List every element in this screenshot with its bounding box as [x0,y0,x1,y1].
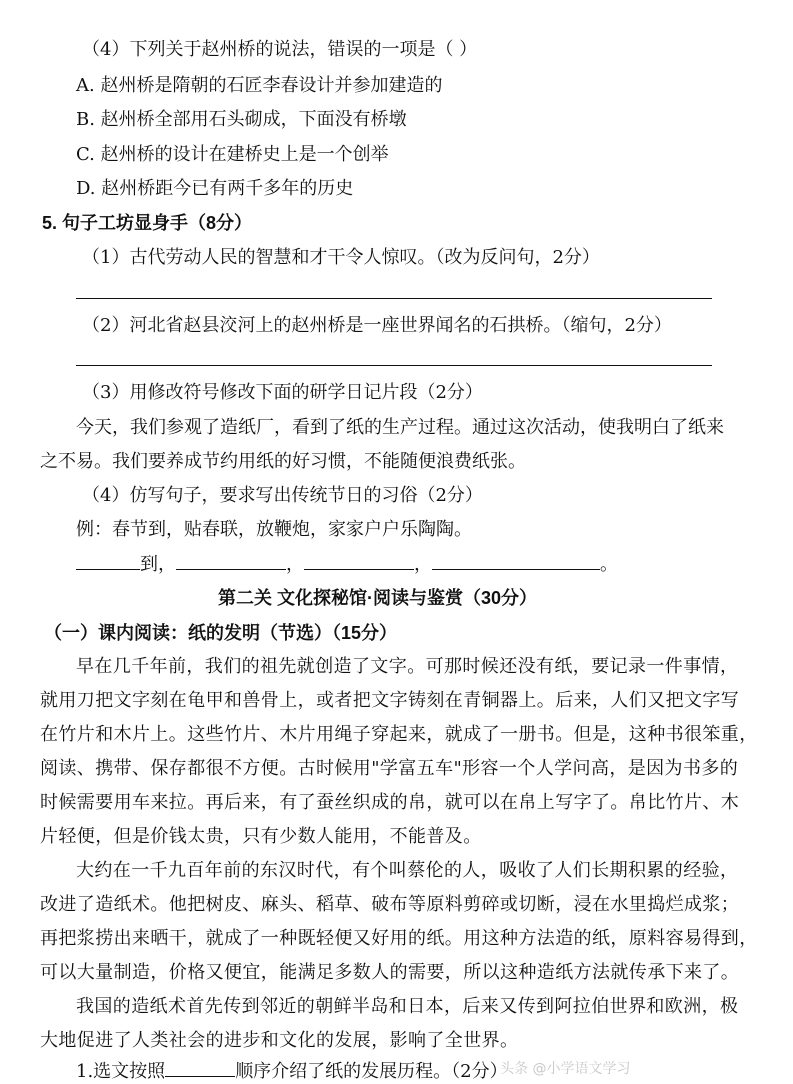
passage-line: 大约在一千九百年前的东汉时代，有个叫蔡伦的人，吸收了人们长期积累的经验， [76,860,739,881]
answer-line-2[interactable] [76,365,712,366]
fill-comma-2: ， [414,554,432,575]
reading-q1 [76,1058,508,1084]
passage-line: 再把浆捞出来晒干，就成了一种既轻便又好用的纸。用这种方法造的纸，原料容易得到， [40,928,758,949]
passage-line: 早在几千年前，我们的祖先就创造了文字。可那时候还没有纸，要记录一件事情， [76,656,739,677]
fill-end: 。 [600,554,618,575]
q5-title: 5. 句子工坊显身手（8分） [42,213,253,233]
blank-custom-2[interactable] [304,551,414,570]
answer-line-1[interactable] [76,298,712,299]
q4-option-b: B. 赵州桥全部用石头砌成，下面没有桥墩 [76,109,407,130]
reading-q1-prefix: 1.选文按照 [76,1061,166,1082]
q4-stem: （4）下列关于赵州桥的说法，错误的一项是（ ） [82,39,478,60]
passage-line: 在竹片和木片上。这些竹片、木片用绳子穿起来，就成了一册书。但是，这种书很笨重， [40,724,758,745]
passage-line: 大地促进了人类社会的进步和文化的发展，影响了全世界。 [40,1030,519,1051]
passage-line: 可以大量制造，价格又便宜，能满足多数人的需要，所以这种造纸方法就传承下来了。 [40,962,740,983]
passage-line: 阅读、携带、保存都很不方便。古时候用"学富五车"形容一个人学问高，是因为书多的 [40,758,739,779]
watermark: 头条 @小学语文学习 [500,1061,631,1077]
reading-q1-suffix: 顺序介绍了纸的发展历程。（2分） [235,1061,508,1082]
passage-line: 我国的造纸术首先传到邻近的朝鲜半岛和日本，后来又传到阿拉伯世界和欧洲，极 [76,996,739,1017]
imitation-fill-row [76,551,618,577]
passage-line: 改进了造纸术。他把树皮、麻头、稻草、破布等原料剪碎或切断，浸在水里捣烂成浆； [40,894,740,915]
blank-festival[interactable] [76,551,140,570]
diary-line-2: 之不易。我们要养成节约用纸的好习惯，不能随便浪费纸张。 [40,451,526,472]
fill-comma-1: ， [286,554,304,575]
blank-order[interactable] [165,1058,235,1077]
q4-option-c: C. 赵州桥的设计在建桥史上是一个创举 [76,144,389,165]
passage-line: 时候需要用车来拉。再后来，有了蚕丝织成的帛，就可以在帛上写字了。帛比竹片、木 [40,792,740,813]
diary-line-1: 今天，我们参观了造纸厂，看到了纸的生产过程。通过这次活动，使我明白了纸来 [76,417,724,438]
q5-item3: （3）用修改符号修改下面的研学日记片段（2分） [82,382,483,403]
fill-dao-text: 到， [140,554,176,575]
blank-custom-1[interactable] [176,551,286,570]
section2-subtitle: （一）课内阅读：纸的发明（节选）（15分） [44,623,398,643]
q4-option-a: A. 赵州桥是隋朝的石匠李春设计并参加建造的 [76,75,443,96]
q5-example: 例：春节到，贴春联，放鞭炮，家家户户乐陶陶。 [76,519,472,540]
passage-line: 片轻便，但是价钱太贵，只有少数人能用，不能普及。 [40,826,482,847]
q4-option-d: D. 赵州桥距今已有两千多年的历史 [76,178,354,199]
blank-custom-3[interactable] [432,551,600,570]
q5-item2: （2）河北省赵县洨河上的赵州桥是一座世界闻名的石拱桥。（缩句，2分） [82,315,672,336]
q5-item1: （1）古代劳动人民的智慧和才干令人惊叹。（改为反问句，2分） [82,247,600,268]
q5-item4: （4）仿写句子，要求写出传统节日的习俗（2分） [82,485,483,506]
passage-line: 就用刀把文字刻在龟甲和兽骨上，或者把文字铸刻在青铜器上。后来，人们又把文字写 [40,690,740,711]
section2-title: 第二关 文化探秘馆·阅读与鉴赏（30分） [218,588,538,608]
